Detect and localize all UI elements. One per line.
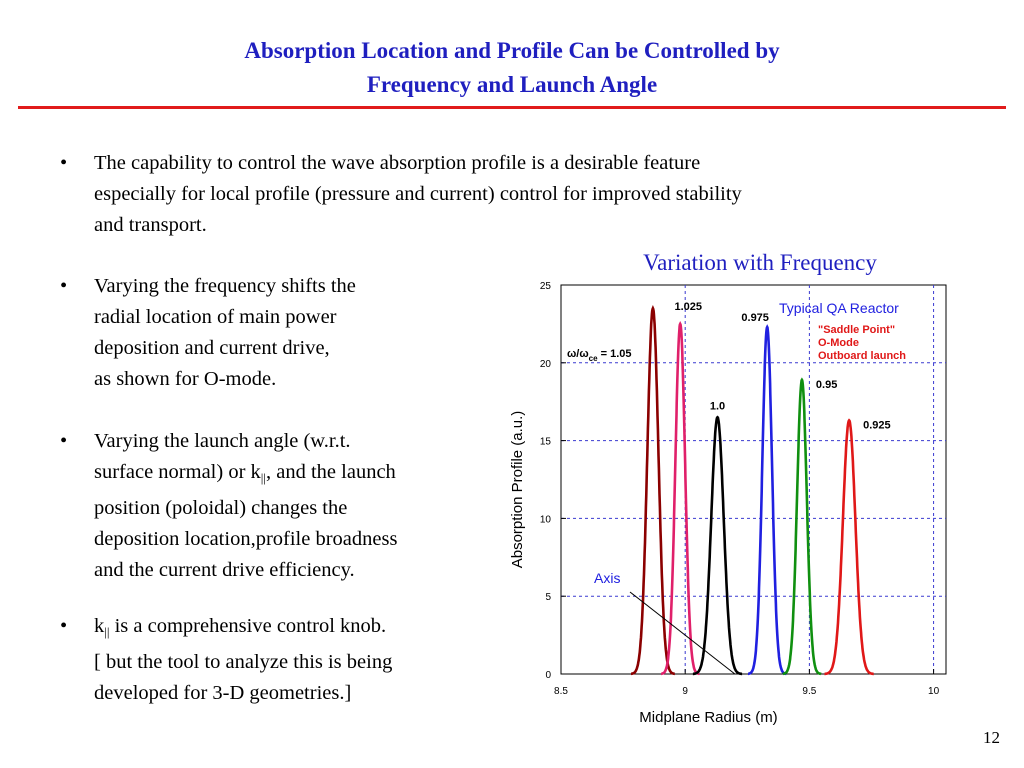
bullet-line: radial location of main power <box>94 306 337 328</box>
reactor-annotation: Typical QA Reactor <box>779 300 899 316</box>
x-tick-label: 9 <box>682 686 688 697</box>
bullet-line: The capability to control the wave absorption profile is a desirable feature <box>94 152 701 174</box>
bullet-marker: • <box>60 152 68 174</box>
y-tick-label: 15 <box>539 436 551 448</box>
series-label: 1.025 <box>674 300 702 313</box>
bullet-line: especially for local profile (pressure and current) control for improved stability <box>94 183 742 205</box>
parallel-subscript: || <box>260 470 266 485</box>
series-curve-0-975 <box>748 327 786 674</box>
series-label: 0.975 <box>741 312 769 325</box>
bullet-marker: • <box>60 430 68 452</box>
bullet-line: and transport. <box>94 214 207 236</box>
bullet-line: [ but the tool to analyze this is being <box>94 651 393 673</box>
bullet-line: and the current drive efficiency. <box>94 559 355 581</box>
bullet-line: Varying the frequency shifts the <box>94 275 356 297</box>
bullet-text: k <box>94 615 105 637</box>
series-label: 0.925 <box>863 419 891 432</box>
y-tick-label: 25 <box>539 281 551 292</box>
y-tick-label: 0 <box>545 670 551 681</box>
bullet-marker: • <box>60 615 68 637</box>
axis-pointer-line <box>630 592 735 674</box>
y-axis-label: Absorption Profile (a.u.) <box>509 410 526 569</box>
bullet-line: position (poloidal) changes the <box>94 497 348 519</box>
bullet-line: deposition location,profile broadness <box>94 528 398 550</box>
series-label: 1.0 <box>709 400 726 413</box>
chart-title: Variation with Frequency <box>643 250 877 275</box>
axis-annotation: Axis <box>594 570 621 586</box>
x-axis-label: Midplane Radius (m) <box>639 709 778 726</box>
x-tick-label: 10 <box>928 686 940 697</box>
plot-frame <box>561 285 946 674</box>
y-tick-label: 20 <box>539 358 551 370</box>
page-number: 12 <box>983 728 1000 747</box>
y-tick-label: 10 <box>539 514 551 526</box>
mode-annotation: O-Mode <box>818 337 859 349</box>
series-curve-0-95 <box>783 380 821 674</box>
bullet-line: Varying the launch angle (w.r.t. <box>94 430 351 452</box>
bullet-text: , and the launch <box>266 461 396 483</box>
series-curve-1-0 <box>693 417 742 674</box>
omega-annotation: $\omega/\omega_{ce} = 1.05$ <box>567 348 632 363</box>
y-tick-label: 5 <box>545 592 551 604</box>
launch-annotation: Outboard launch <box>818 350 906 362</box>
bullet-marker: • <box>60 275 68 297</box>
x-tick-label: 8.5 <box>554 686 568 697</box>
bullet-line: as shown for O-mode. <box>94 368 277 390</box>
saddle-annotation: "Saddle Point" <box>818 324 896 336</box>
x-tick-label: 9.5 <box>802 686 817 697</box>
bullet-line: developed for 3-D geometries.] <box>94 682 352 704</box>
bullet-line: deposition and current drive, <box>94 337 330 359</box>
parallel-subscript: || <box>104 624 110 639</box>
series-curve-0-925 <box>825 420 874 674</box>
bullet-text: surface normal) or k <box>94 461 261 483</box>
title-line-2: Frequency and Launch Angle <box>366 72 658 97</box>
bullet-text: is a comprehensive control knob. <box>109 615 387 637</box>
title-line-1: Absorption Location and Profile Can be Controlled by <box>244 38 780 63</box>
series-label: 0.95 <box>815 378 838 391</box>
